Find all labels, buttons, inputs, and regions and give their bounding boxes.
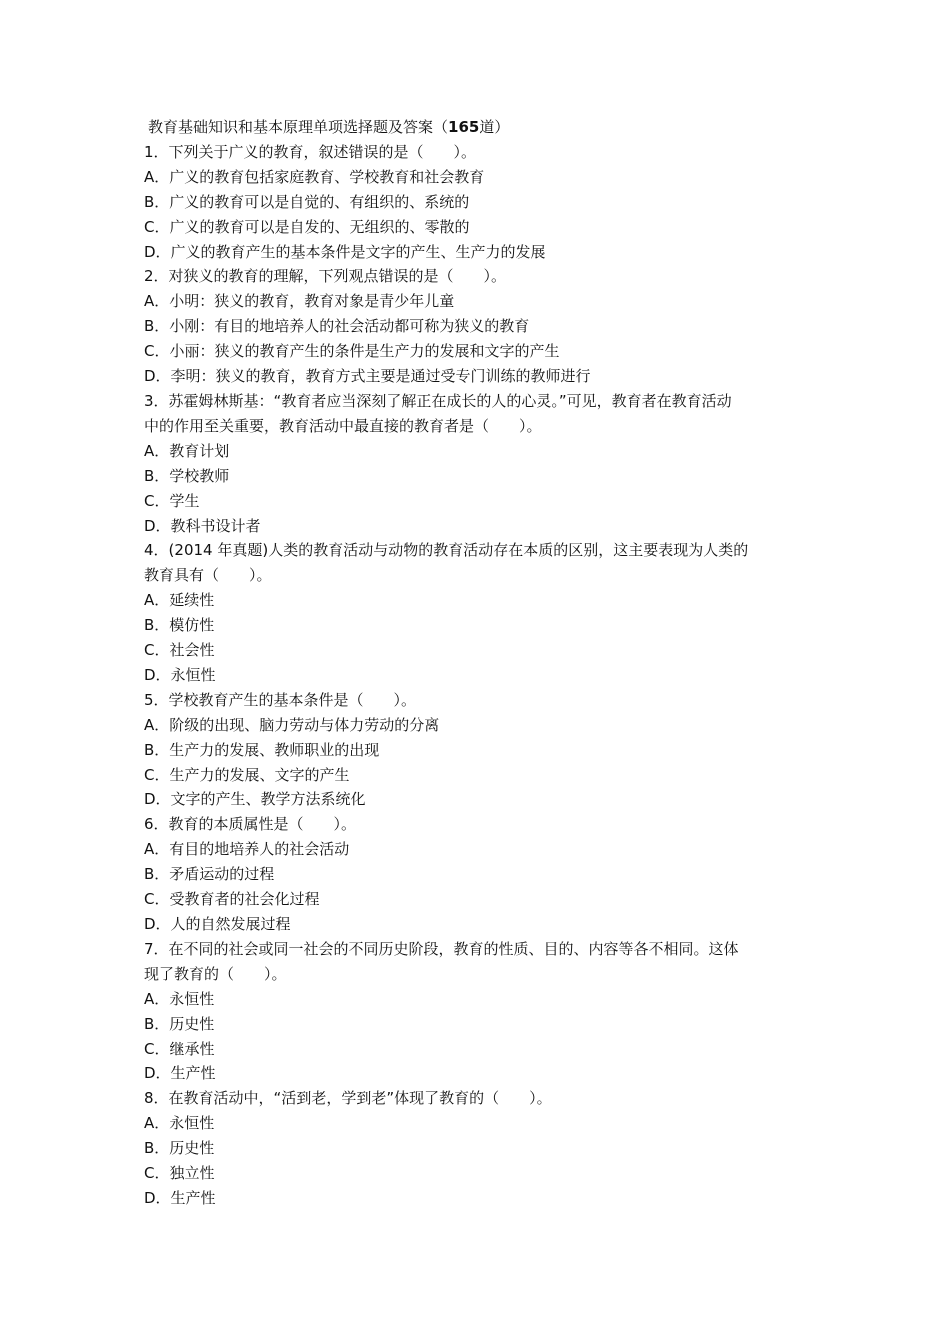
- question-5-option-b: B．生产力的发展、教师职业的出现: [144, 740, 380, 759]
- question-1-stem: 1．下列关于广义的教育，叙述错误的是（ ）。: [144, 142, 477, 161]
- question-3-option-a: A．教育计划: [144, 441, 230, 460]
- question-4-option-a: A．延续性: [144, 591, 215, 610]
- question-3-stem-line-1: 3．苏霍姆林斯基：“教育者应当深刻了解正在成长的人的心灵。”可见，教育者在教育活动: [144, 391, 732, 410]
- question-2-option-a: A．小明：狭义的教育，教育对象是青少年儿童: [144, 292, 455, 311]
- question-7-stem-line-1: 7．在不同的社会或同一社会的不同历史阶段，教育的性质、目的、内容等各不相同。这体: [144, 939, 739, 958]
- question-3-option-d: D．教科书设计者: [144, 516, 261, 535]
- question-6-option-a: A．有目的地培养人的社会活动: [144, 840, 350, 859]
- question-6-stem: 6．教育的本质属性是（ ）。: [144, 815, 357, 834]
- question-4-option-b: B．模仿性: [144, 616, 215, 635]
- question-6-option-c: C．受教育者的社会化过程: [144, 890, 320, 909]
- question-1-option-a: A．广义的教育包括家庭教育、学校教育和社会教育: [144, 167, 485, 186]
- question-5-option-d: D．文字的产生、教学方法系统化: [144, 790, 366, 809]
- question-1-option-d: D．广义的教育产生的基本条件是文字的产生、生产力的发展: [144, 242, 546, 261]
- document-title: [144, 115, 812, 140]
- question-3-stem-line-2: 中的作用至关重要，教育活动中最直接的教育者是（ ）。: [144, 416, 542, 435]
- question-6-option-b: B．矛盾运动的过程: [144, 865, 275, 884]
- question-2-stem: 2．对狭义的教育的理解，下列观点错误的是（ ）。: [144, 267, 507, 286]
- question-3-option-b: B．学校教师: [144, 466, 230, 485]
- question-4-stem-line-1: 4．(2014 年真题)人类的教育活动与动物的教育活动存在本质的区别，这主要表现为人类的: [144, 541, 749, 560]
- question-4-option-c: C．社会性: [144, 641, 215, 660]
- question-8-option-b: B．历史性: [144, 1139, 215, 1158]
- question-7-option-b: B．历史性: [144, 1014, 215, 1033]
- question-5-option-a: A．阶级的出现、脑力劳动与体力劳动的分离: [144, 715, 440, 734]
- question-2-option-c: C．小丽：狭义的教育产生的条件是生产力的发展和文字的产生: [144, 342, 560, 361]
- question-8-option-c: C．独立性: [144, 1164, 215, 1183]
- question-7-option-d: D．生产性: [144, 1064, 216, 1083]
- title-question-count: 165: [448, 118, 480, 136]
- title-text-before: 教育基础知识和基本原理单项选择题及答案（: [148, 118, 449, 136]
- question-1-option-c: C．广义的教育可以是自发的、无组织的、零散的: [144, 217, 470, 236]
- question-5-option-c: C．生产力的发展、文字的产生: [144, 765, 350, 784]
- question-7-option-a: A．永恒性: [144, 989, 215, 1008]
- document-body: [144, 115, 812, 1211]
- question-7-stem-line-2: 现了教育的（ ）。: [144, 964, 287, 983]
- question-3-option-c: C．学生: [144, 491, 200, 510]
- question-7-option-c: C．继承性: [144, 1039, 215, 1058]
- question-8-option-a: A．永恒性: [144, 1114, 215, 1133]
- question-4-option-d: D．永恒性: [144, 665, 216, 684]
- question-8-option-d: D．生产性: [144, 1188, 216, 1207]
- question-6-option-d: D．人的自然发展过程: [144, 915, 291, 933]
- question-2-option-b: B．小刚：有目的地培养人的社会活动都可称为狭义的教育: [144, 317, 530, 336]
- question-8-stem: 8．在教育活动中，“活到老，学到老”体现了教育的（ ）。: [144, 1089, 552, 1108]
- question-1-option-b: B．广义的教育可以是自觉的、有组织的、系统的: [144, 192, 470, 211]
- question-4-stem-line-2: 教育具有（ ）。: [144, 566, 272, 585]
- title-text-after: 道）: [479, 118, 510, 136]
- question-5-stem: 5．学校教育产生的基本条件是（ ）。: [144, 690, 417, 709]
- question-2-option-d: D．李明：狭义的教育，教育方式主要是通过受专门训练的教师进行: [144, 367, 591, 386]
